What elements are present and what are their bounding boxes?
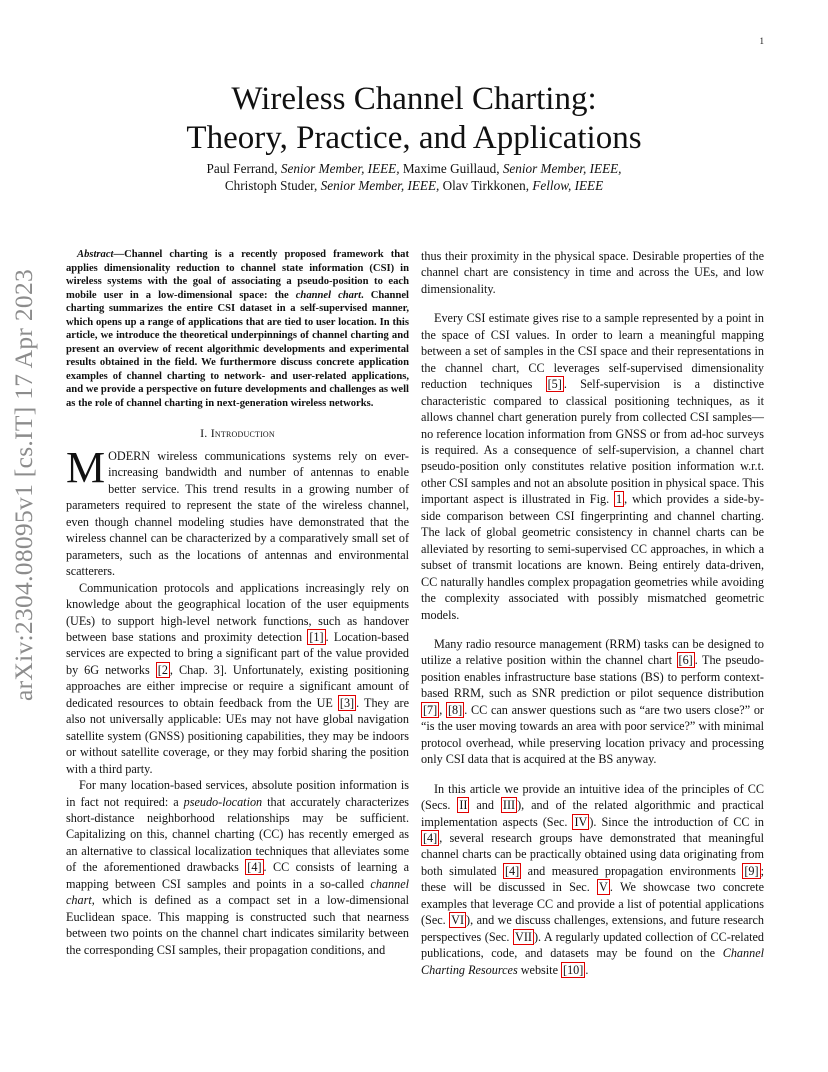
paragraph-text: . [585,962,589,977]
title-line-2: Theory, Practice, and Applications [186,120,642,156]
paragraph-text: , several research groups have demonstrated that meaningful channel charts can be practically obtained using data originating from both simulated [421,830,764,878]
citation-link[interactable]: [4] [247,860,262,875]
title-line-1: Wireless Channel Charting: [231,81,597,117]
paragraph-text: and [469,798,501,813]
author-line-1 [0,160,828,177]
author-line-2 [0,177,828,194]
section-link[interactable]: V [599,880,608,895]
citation-link[interactable]: [8] [447,702,463,717]
intro-paragraph-2 [66,580,409,777]
paragraph-text: thus their proximity in the physical space. Desirable properties of the channel chart are consistency in time and across the UEs, and low dimensionality. [421,249,764,296]
figure-link[interactable]: 1 [616,492,623,507]
section-link[interactable]: VI [451,913,465,928]
paragraph-text: , [439,702,446,717]
paragraph-text: Communication protocols and applications increasingly rely on knowledge about the geographical location of the user equipments (UEs) to support high-level network functions, such as handover between base stations and proximity detection [66,580,409,644]
author-role: Senior Member, IEEE, [320,178,440,193]
paragraph-text: ), and of the related algorithmic and practical implementation aspects (Sec. [421,798,765,829]
author-name: Olav Tirkkonen, [439,178,533,193]
citation-link[interactable]: [10] [563,962,584,977]
citation-link[interactable]: [3] [339,695,355,710]
paragraph-text: . Location-based services are expected to bring a significant part of the value provided by 6G networks [66,630,410,677]
abstract-label: Abstract [77,249,114,260]
intro-paragraph-5 [421,636,764,768]
author-role: Fellow, IEEE [532,178,604,193]
author-role: Senior Member, IEEE, [502,161,622,176]
emphasis-text: Channel Charting Resources [421,946,764,977]
intro-paragraph-3 [66,777,409,958]
citation-link[interactable]: [5] [547,377,562,392]
paragraph-text: ODERN wireless communications systems rely on ever-increasing bandwidth and number of antennas to enable better service. This trend results in a growing number of parameters required to represent the state of the wireless channel, even though channel modeling studies have demonstrated that the wireless channel can be characterized by a comparatively small set of parameters, such as the locations of antennas and environmental scatterers. [66,449,409,579]
paragraph-text: . The pseudo-position enables infrastructure base stations (BS) to perform context-based RRM, such as SNR prediction or pilot sequence distribution [421,653,764,701]
paragraph-text: ), and we discuss challenges, extensions, and future research perspectives (Sec. [421,913,764,944]
section-link[interactable]: VII [515,929,532,944]
paragraph-text: and measured propagation environments [521,863,743,878]
paragraph-text: . They are also not universally applicable: UEs may not have global navigation satellite system (GNSS) positioning capabilities, they may be indoors or without satellite coverage, or they may forbid sharing the position with a third party. [66,695,409,776]
citation-link[interactable]: [4] [504,863,520,878]
arxiv-identifier-text: arXiv:2304.08095v1 [cs.IT] 17 Apr 2023 [9,268,38,702]
page-number: 1 [759,36,764,46]
paragraph-text: . CC consists of learning a mapping between CSI samples and points in a so-called [66,860,409,891]
abstract-emphasis: channel chart [295,289,362,301]
paragraph-text: ). Since the introduction of CC in [589,814,764,829]
emphasis-text: pseudo-location [183,794,263,809]
paragraph-text: Every CSI estimate gives rise to a sample represented by a point in the space of CSI values. In order to learn a meaningful mapping between a set of samples in the CSI space and their representations in the channel chart, CC leverages self-supervised dimensionality reduction techniques [421,311,764,392]
section-link[interactable]: II [459,798,468,813]
section-heading-introduction [66,425,409,441]
paragraph-text: ). A regularly updated collection of CC-related publications, code, and datasets may be found on the [421,929,764,961]
citation-link[interactable]: [9] [744,863,759,878]
section-link[interactable]: III [502,798,516,813]
section-title: Introduction [210,425,275,440]
paragraph-text: . We showcase two concrete examples that leverage CC and provide a list of potential applications (Sec. [421,880,764,928]
citation-link[interactable]: [1] [309,630,324,644]
abstract [66,248,409,411]
drop-cap: M [66,443,106,493]
paragraph-text: ; these will be discussed in Sec. [421,863,764,895]
arxiv-identifier-stamp [2,268,46,702]
citation-link[interactable]: [2 [157,662,168,677]
paper-title [0,80,828,158]
paragraph-text: , Chap. 3]. Unfortunately, existing positioning approaches are either imprecise or require a significant amount of dedicated resources to obtain feedback from the UE [66,662,409,710]
author-name: Christoph Studer, [224,178,321,193]
right-column [421,248,764,978]
author-name: Paul Ferrand, [206,161,281,176]
citation-link[interactable]: [4] [423,830,438,845]
paragraph-text: For many location-based services, absolute position information is in fact not required: a [66,778,409,809]
paragraph-text: Many radio resource management (RRM) tasks can be designed to utilize a relative position within the channel chart [421,636,764,668]
left-column [66,248,409,958]
section-number: I. [200,425,211,440]
paragraph-text: . Self-supervision is a distinctive characteristic compared to classical positioning techniques, as it allows channel chart generation purely from collected CSI samples—no reference location information from GNSS or from ad-hoc surveys is required. As a consequence of self-supervision, a channel chart pseudo-position only constitutes relative position information w.r.t. other CSI samples and not an absolute position in physical space. This important aspect is illustrated in Fig. [421,377,765,507]
intro-paragraph-3-continued [421,248,764,297]
paragraph-text: In this article we provide an intuitive idea of the principles of CC (Secs. [421,781,764,813]
abstract-text: —Channel charting is a recently proposed framework that applies dimensionality reduction to channel state information (CSI) in wireless systems with the goal of associating a pseudo-position to each mobile user in a low-dimensional space: the [66,249,409,301]
paragraph-text: website [517,962,562,977]
author-list [0,160,828,194]
paragraph-text: . CC can answer questions such as “are two users close?” or “is the user moving towards an area with poor service?” with minimal protocol overhead, while preserving location privacy and processing only CSI data that is acquired at the BS anyway. [421,702,764,767]
abstract-text: . Channel charting summarizes the entire CSI dataset in a self-supervised manner, which opens up a range of applications that are tied to user location. In this article, we introduce the theoretical underpinnings of channel charting and present an overview of recent algorithmic developments and experimental results obtained in the field. We furthermore discuss concrete application examples of channel charting to network- and user-related applications, and we provide a perspective on future developments and challenges as well as the role of channel charting in next-generation wireless networks. [66,289,409,410]
intro-paragraph-6 [421,781,764,978]
paragraph-text: that accurately characterizes short-distance neighborhood relationships may be sufficient. Capitalizing on this, channel charting (CC) has recently emerged as an alternative to classical localization techniques that alleviates some of the aforementioned drawbacks [66,794,410,875]
section-link[interactable]: IV [574,814,588,829]
paragraph-text: , which provides a side-by-side comparison between CSI fingerprinting and channel charting. The lack of global geometric consistency in channel charts can be alleviated by resorting to semi-supervised CC approaches, in which a subset of transmit locations are known. Being entirely data-driven, CC naturally handles complex propagation geometries while avoiding the complexity associated with possibly mismatched geometric models. [421,492,764,622]
intro-paragraph-1 [66,443,409,580]
emphasis-text: channel chart [66,876,409,908]
paragraph-text: , which is defined as a compact set in a low-dimensional Euclidean space. This mapping is constructed such that nearness between two points on the channel chart indicates similarity between the corresponding CSI samples, their propagation conditions, and [66,893,409,957]
citation-link[interactable]: [7] [423,702,438,717]
author-role: Senior Member, IEEE, [280,161,400,176]
author-name: Maxime Guillaud, [399,161,503,176]
intro-paragraph-4 [421,310,764,623]
citation-link[interactable]: [6] [678,653,693,668]
